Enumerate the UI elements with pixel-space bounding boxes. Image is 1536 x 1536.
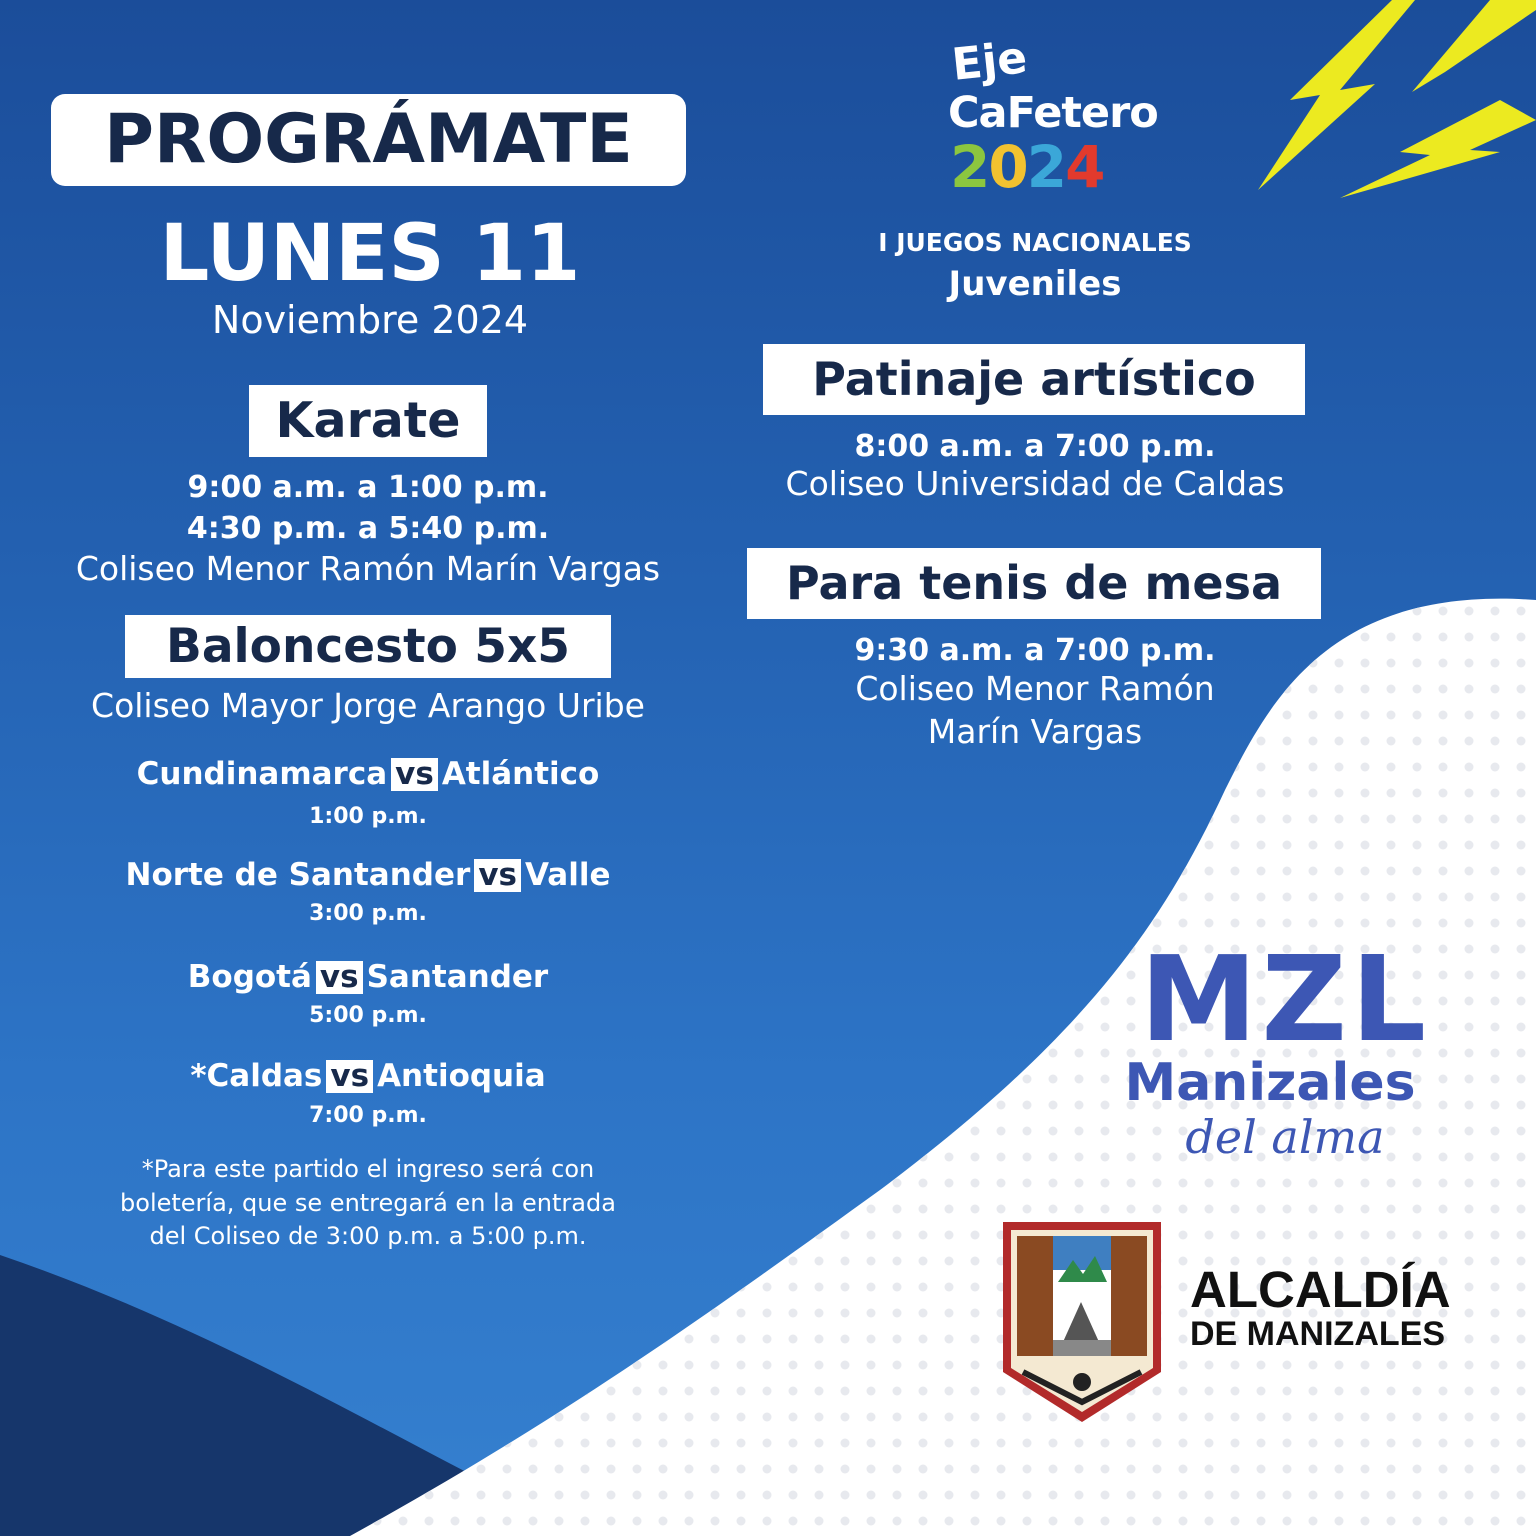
manizales-shield-icon	[1003, 1222, 1161, 1422]
away-team: Atlántico	[441, 756, 600, 792]
year-digit: 0	[988, 133, 1027, 201]
vs-badge: vs	[474, 859, 521, 892]
para-table-tennis-venue-2: Marín Vargas	[927, 712, 1143, 751]
mzl-logo	[1100, 930, 1470, 1170]
mzl-mark: MZL	[1139, 930, 1431, 1068]
header-badge: PROGRÁMATE	[51, 94, 686, 186]
away-team: Valle	[524, 857, 611, 893]
lightning-bolt-icon	[1258, 0, 1415, 190]
ticket-note-line: *Para este partido el ingreso será con	[141, 1155, 595, 1183]
match-row	[20, 855, 716, 895]
event-subtitle-2: Juveniles	[948, 264, 1122, 304]
match-time: 1:00 p.m.	[309, 804, 427, 829]
match-time: 5:00 p.m.	[309, 1003, 427, 1028]
away-team: Santander	[366, 959, 549, 995]
skating-venue: Coliseo Universidad de Caldas	[785, 464, 1285, 503]
year-digit: 2	[1026, 133, 1066, 201]
home-team: *Caldas	[190, 1058, 323, 1094]
ticket-note-line: boletería, que se entregará en la entrada	[120, 1189, 616, 1217]
home-team: Bogotá	[187, 959, 312, 995]
karate-venue: Coliseo Menor Ramón Marín Vargas	[75, 549, 661, 588]
alcaldia-line1: ALCALDÍA	[1190, 1261, 1451, 1318]
home-team: Norte de Santander	[125, 857, 471, 893]
basketball-venue: Coliseo Mayor Jorge Arango Uribe	[91, 686, 645, 725]
alcaldia-line2: DE MANIZALES	[1190, 1315, 1445, 1353]
para-table-tennis-time: 9:30 a.m. a 7:00 p.m.	[854, 633, 1216, 668]
mzl-tagline: del alma	[1185, 1110, 1385, 1164]
karate-time-2: 4:30 p.m. a 5:40 p.m.	[186, 511, 550, 546]
day-title: LUNES 11	[159, 209, 581, 299]
event-logo	[940, 32, 1170, 206]
vs-badge: vs	[326, 1060, 373, 1093]
home-team: Cundinamarca	[136, 756, 388, 792]
karate-time-1: 9:00 a.m. a 1:00 p.m.	[187, 470, 549, 505]
match-row	[20, 754, 716, 794]
lightning-bolt-icon	[1340, 100, 1536, 198]
match-time: 7:00 p.m.	[309, 1103, 427, 1128]
event-logo-line1: Eje	[949, 32, 1030, 91]
match-time: 3:00 p.m.	[309, 901, 427, 926]
skating-time: 8:00 a.m. a 7:00 p.m.	[854, 429, 1216, 464]
mzl-name: Manizales	[1124, 1053, 1416, 1113]
skating-title: Patinaje artístico	[763, 344, 1305, 415]
ticket-note-line: del Coliseo de 3:00 p.m. a 5:00 p.m.	[149, 1222, 587, 1250]
para-table-tennis-venue-1: Coliseo Menor Ramón	[855, 669, 1215, 708]
away-team: Antioquia	[377, 1058, 546, 1094]
year-digit: 2	[950, 133, 989, 201]
event-logo-line2: CaFetero	[948, 88, 1158, 138]
para-table-tennis-title: Para tenis de mesa	[747, 548, 1321, 619]
basketball-title: Baloncesto 5x5	[125, 615, 611, 678]
year-digit: 4	[1065, 133, 1104, 201]
event-subtitle-1: I JUEGOS NACIONALES	[878, 228, 1192, 257]
month-year: Noviembre 2024	[211, 298, 529, 342]
karate-title: Karate	[249, 385, 487, 457]
event-logo-year	[950, 133, 1104, 201]
vs-badge: vs	[391, 758, 438, 791]
lightning-bolt-icon	[1412, 0, 1536, 92]
vs-badge: vs	[316, 961, 363, 994]
match-row	[20, 1056, 716, 1096]
match-row	[20, 957, 716, 997]
